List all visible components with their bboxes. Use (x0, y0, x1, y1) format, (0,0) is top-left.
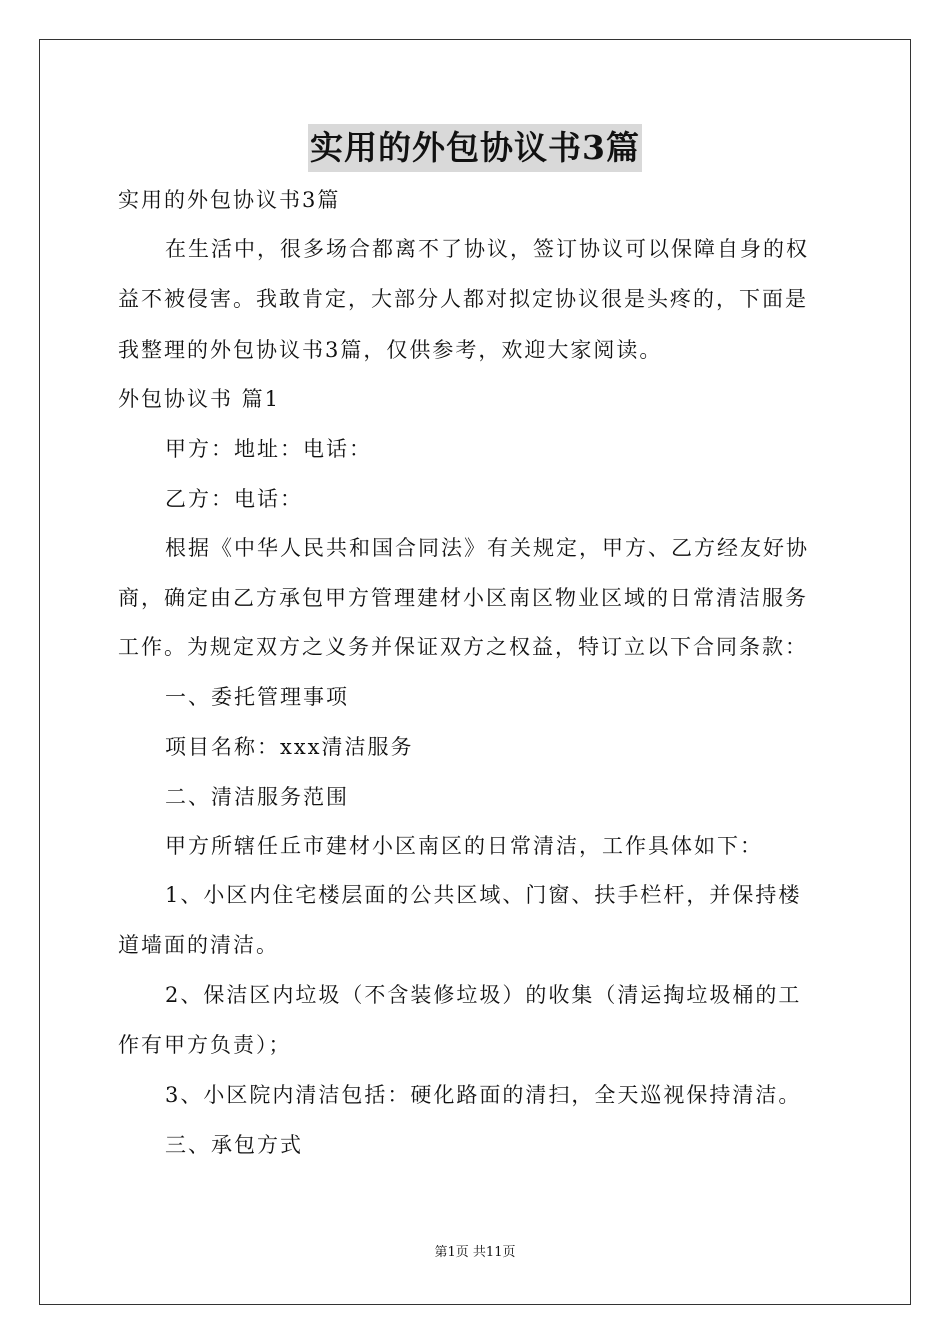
paragraph-line: 益不被侵害。我敢肯定，大部分人都对拟定协议很是头疼的，下面是 (118, 287, 808, 311)
clause-heading: 一、委托管理事项 (165, 685, 349, 709)
paragraph-line: 工作。为规定双方之义务并保证双方之权益，特订立以下合同条款： (118, 635, 808, 659)
list-item-line: 3、小区院内清洁包括：硬化路面的清扫，全天巡视保持清洁。 (165, 1083, 802, 1107)
paragraph-line: 项目名称：xxx清洁服务 (165, 735, 414, 759)
paragraph-line: 在生活中，很多场合都离不了协议，签订协议可以保障自身的权 (165, 237, 809, 261)
paragraph-line: 根据《中华人民共和国合同法》有关规定，甲方、乙方经友好协 (165, 536, 809, 560)
paragraph-line: 我整理的外包协议书3篇，仅供参考，欢迎大家阅读。 (118, 338, 663, 362)
section-heading: 外包协议书 篇1 (118, 387, 281, 411)
party-b-line: 乙方：电话： (165, 487, 303, 511)
paragraph-line: 甲方所辖任丘市建材小区南区的日常清洁，工作具体如下： (165, 834, 763, 858)
clause-heading: 三、承包方式 (165, 1133, 303, 1157)
party-a-line: 甲方：地址：电话： (165, 437, 372, 461)
paragraph-line: 商，确定由乙方承包甲方管理建材小区南区物业区域的日常清洁服务 (118, 586, 808, 610)
list-item-line: 作有甲方负责）； (118, 1033, 292, 1057)
subtitle-line: 实用的外包协议书3篇 (118, 188, 341, 212)
clause-heading: 二、清洁服务范围 (165, 785, 349, 809)
list-item-line: 道墙面的清洁。 (118, 933, 279, 957)
page-border (39, 39, 911, 1305)
title-container (0, 124, 950, 172)
page-footer: 第1页 共11页 (434, 1245, 516, 1260)
list-item-line: 1、小区内住宅楼层面的公共区域、门窗、扶手栏杆，并保持楼 (165, 883, 802, 907)
list-item-line: 2、保洁区内垃圾（不含装修垃圾）的收集（清运掏垃圾桶的工 (165, 983, 802, 1007)
page-title: 实用的外包协议书3篇 (308, 124, 642, 172)
